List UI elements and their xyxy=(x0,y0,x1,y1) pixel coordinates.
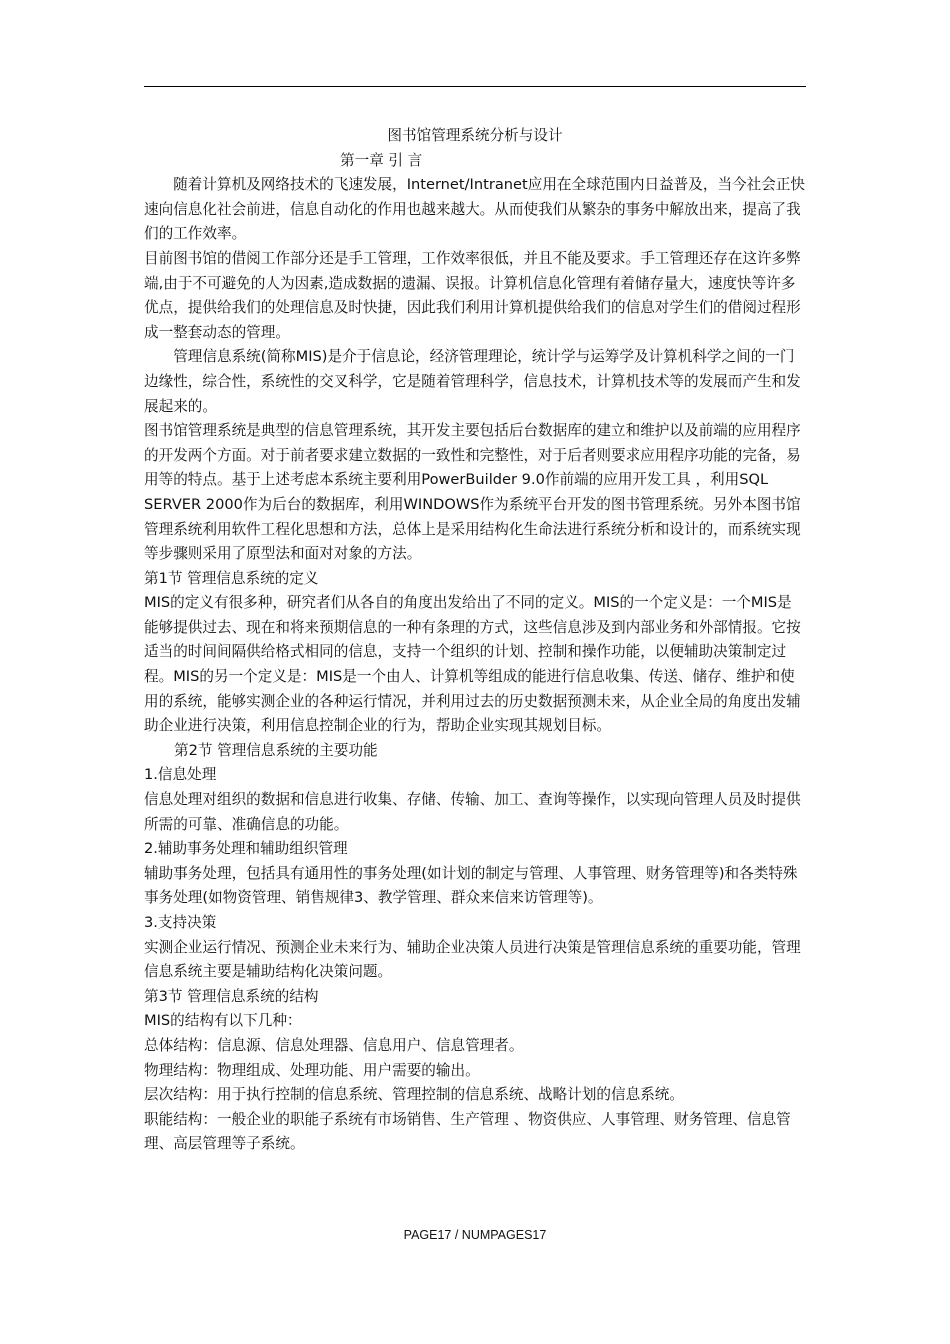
page-footer: PAGE17 / NUMPAGES17 xyxy=(403,1228,547,1242)
list-item: 层次结构：用于执行控制的信息系统、管理控制的信息系统、战略计划的信息系统。 xyxy=(144,1086,684,1104)
paragraph: 实测企业运行情况、预测企业未来行为、辅助企业决策人员进行决策是管理信息系统的重要功能，管理信息系统主要是辅助结构化决策问题。 xyxy=(144,938,801,981)
list-item: 总体结构：信息源、信息处理器、信息用户、信息管理者。 xyxy=(144,1036,524,1054)
section-heading: 第3节 管理信息系统的结构 xyxy=(144,987,319,1005)
list-item: 物理结构：物理组成、处理功能、用户需要的输出。 xyxy=(144,1061,480,1079)
paragraph: 管理信息系统(简称MIS)是介于信息论，经济管理理论，统计学与运筹学及计算机科学之间的一门边缘性，综合性，系统性的交叉科学，它是随着管理科学，信息技术，计算机技术等的发展而产生和发展起来的。 xyxy=(144,348,801,415)
header-rule xyxy=(144,86,806,87)
paragraph: 信息处理对组织的数据和信息进行收集、存储、传输、加工、查询等操作，以实现向管理人员及时提供所需的可靠、准确信息的功能。 xyxy=(144,791,801,833)
paragraph: MIS的结构有以下几种： xyxy=(144,1012,302,1030)
subheading: 1.信息处理 xyxy=(144,766,217,784)
paragraph: 目前图书馆的借阅工作部分还是手工管理，工作效率很低，并且不能及要求。手工管理还存在这许多弊端,由于不可避免的人为因素,造成数据的遗漏、误报。计算机信息化管理有着储存量大，速度快等许多优点，提供给我们的处理信息及时快捷，因此我们利用计算机提供给我们的信息对学生们的借阅过程形成一整套动态的管理。 xyxy=(144,249,801,341)
paragraph: 图书馆管理系统是典型的信息管理系统，其开发主要包括后台数据库的建立和维护以及前端的应用程序的开发两个方面。对于前者要求建立数据的一致性和完整性，对于后者则要求应用程序功能的完备，易用等的特点。基于上述考虑本系统主要利用PowerBuilder 9.0作前端的应用开发工具 ，利用SQL SERVER 2000作为后台的数据库，利用WINDOWS作为系统平台开发的图书管理系统。另外本图书馆管理系统利用软件工程化思想和方法，总体上是采用结构化生命法进行系统分析和设计的，而系统实现等步骤则采用了原型法和面对对象的方法。 xyxy=(144,422,801,563)
subheading: 2.辅助事务处理和辅助组织管理 xyxy=(144,840,348,858)
list-item: 职能结构：一般企业的职能子系统有市场销售、生产管理 、物资供应、人事管理、财务管理、信息管理、高层管理等子系统。 xyxy=(144,1110,791,1153)
paragraph: MIS的定义有很多种，研究者们从各自的角度出发给出了不同的定义。MIS的一个定义是：一个MIS是能够提供过去、现在和将来预期信息的一种有条理的方式，这些信息涉及到内部业务和外部情报。它按适当的时间间隔供给格式相同的信息，支持一个组织的计划、控制和操作功能，以便辅助决策制定过程。MIS的另一个定义是：MIS是一个由人、计算机等组成的能进行信息收集、传送、储存、维护和使用的系统，能够实测企业的各种运行情况，并利用过去的历史数据预测未来，从企业全局的角度出发辅助企业进行决策，利用信息控制企业的行为，帮助企业实现其规划目标。 xyxy=(144,594,801,735)
subheading: 3.支持决策 xyxy=(144,914,217,931)
section-heading: 第2节 管理信息系统的主要功能 xyxy=(174,741,378,759)
document-body xyxy=(144,124,806,1157)
chapter-heading: 第一章 引 言 xyxy=(340,151,423,169)
section-heading: 第1节 管理信息系统的定义 xyxy=(144,569,319,587)
paragraph: 辅助事务处理，包括具有通用性的事务处理(如计划的制定与管理、人事管理、财务管理等)和各类特殊事务处理(如物资管理、销售规律3、教学管理、群众来信来访管理等)。 xyxy=(144,864,798,907)
document-title: 图书馆管理系统分析与设计 xyxy=(387,127,563,144)
paragraph: 随着计算机及网络技术的飞速发展，Internet/Intranet应用在全球范围内日益普及，当今社会正快速向信息化社会前进，信息自动化的作用也越来越大。从而使我们从繁杂的事务中解放出来，提高了我们的工作效率。 xyxy=(144,176,806,243)
